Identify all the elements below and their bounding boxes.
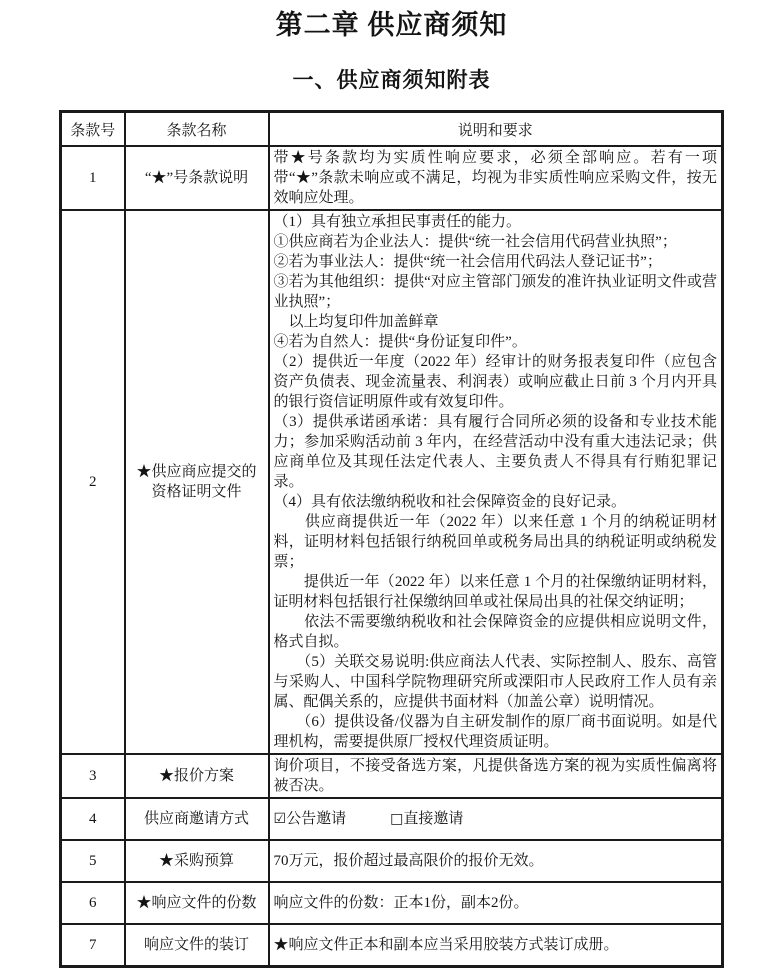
content-paragraph: （5）关联交易说明:供应商法人代表、实际控制人、股东、高管与采购人、中国科学院物理研究所或溧阳市人民政府工作人员有亲属、配偶关系的，应提供书面材料（加盖公章）说明情况。 (273, 654, 717, 710)
table-row (61, 754, 723, 798)
content-paragraph: （1）具有独立承担民事责任的能力。 (273, 214, 522, 230)
clause-name: ★报价方案 (125, 754, 269, 798)
table-row (61, 798, 723, 840)
clause-name: 响应文件的装订 (125, 924, 269, 967)
content-paragraph: （3）提供承诺函承诺：具有履行合同所必须的设备和专业技术能力；参加采购活动前 3 年内，在经营活动中没有重大违法记录；供应商单位及其现任法定代表人、主要负责人不得具有行贿犯罪记录。 (273, 414, 717, 490)
clause-number: 7 (61, 924, 125, 967)
content-paragraph: （4）具有依法缴纳税收和社会保障资金的良好记录。 (273, 494, 627, 510)
supplier-notice-table (59, 110, 724, 968)
table-header-row (61, 112, 723, 147)
clause-name: ★供应商应提交的资格证明文件 (125, 210, 269, 754)
clause-name: ★响应文件的份数 (125, 882, 269, 924)
table-row (61, 924, 723, 967)
content-paragraph: （2）提供近一年度（2022 年）经审计的财务报表复印件（应包含资产负债表、现金流量表、利润表）或响应截止日前 3 个月内开具的银行资信证明原件或有效复印件。 (273, 354, 717, 410)
clause-content: 70万元，报价超过最高限价的报价无效。 (269, 840, 723, 882)
clause-content: ★响应文件正本和副本应当采用胶装方式装订成册。 (269, 924, 723, 967)
clause-name: “★”号条款说明 (125, 146, 269, 210)
clause-name: ★采购预算 (125, 840, 269, 882)
clause-content: 带★号条款均为实质性响应要求，必须全部响应。若有一项带“★”条款未响应或不满足，均视为非实质性响应采购文件，按无效响应处理。 (269, 146, 723, 210)
clause-content (269, 798, 723, 840)
page-subtitle: 一、供应商须知附表 (292, 68, 491, 92)
header-clause-no: 条款号 (61, 112, 125, 147)
content-paragraph: ④若为自然人：提供“身份证复印件”。 (273, 334, 527, 350)
header-description: 说明和要求 (269, 112, 723, 147)
checkbox-checked-icon: ☑ (273, 811, 287, 827)
invitation-option-announcement (274, 811, 347, 827)
page-title: 第二章 供应商须知 (275, 10, 508, 40)
clause-number: 5 (61, 840, 125, 882)
option-label: 公告邀请 (286, 811, 347, 827)
content-paragraph: ①供应商若为企业法人：提供“统一社会信用代码营业执照”； (273, 234, 677, 250)
content-paragraph: 依法不需要缴纳税收和社会保障资金的应提供相应说明文件，格式自拟。 (273, 614, 717, 650)
content-paragraph: （6）提供设备/仪器为自主研发制作的原厂商书面说明。如是代理机构，需要提供原厂授权代理资质证明。 (273, 714, 717, 750)
table-row (61, 146, 723, 210)
clause-number: 3 (61, 754, 125, 798)
option-label: 直接邀请 (403, 811, 464, 827)
header-clause-name: 条款名称 (125, 112, 269, 147)
content-paragraph: 提供近一年（2022 年）以来任意 1 个月的社保缴纳证明材料，证明材料包括银行社保缴纳回单或社保局出具的社保交纳证明； (273, 574, 717, 610)
clause-number: 4 (61, 798, 125, 840)
content-paragraph: 以上均复印件加盖鲜章 (273, 314, 439, 330)
clause-content (269, 210, 723, 754)
table-row (61, 882, 723, 924)
clause-content: 询价项目，不接受备选方案，凡提供备选方案的视为实质性偏离将被否决。 (269, 754, 723, 798)
checkbox-unchecked-icon: □ (390, 811, 404, 827)
content-paragraph: ③若为其他组织：提供“对应主管部门颁发的准许执业证明文件或营业执照”； (273, 274, 717, 310)
table-row (61, 210, 723, 754)
content-paragraph: ②若为事业法人：提供“统一社会信用代码法人登记证书”； (273, 254, 662, 270)
invitation-option-direct (390, 811, 463, 827)
clause-number: 1 (61, 146, 125, 210)
table-row (61, 840, 723, 882)
clause-name: 供应商邀请方式 (125, 798, 269, 840)
clause-content: 响应文件的份数：正本1份，副本2份。 (269, 882, 723, 924)
clause-number: 2 (61, 210, 125, 754)
content-paragraph: 供应商提供近一年（2022 年）以来任意 1 个月的纳税证明材料，证明材料包括银行纳税回单或税务局出具的纳税证明或纳税发票； (273, 514, 717, 570)
clause-number: 6 (61, 882, 125, 924)
